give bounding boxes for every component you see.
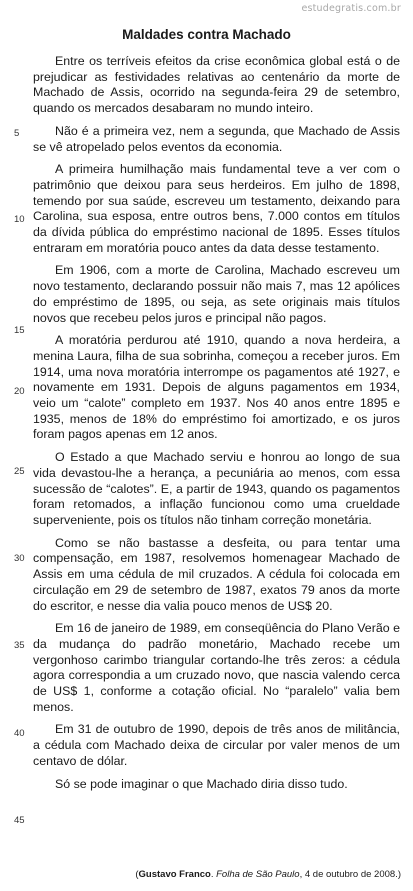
line-number: 30: [14, 553, 25, 564]
citation-sep: .: [210, 869, 217, 880]
source-citation: [135, 869, 401, 880]
line-number: 5: [14, 128, 20, 139]
paragraph-5: A moratória perdurou até 1910, quando a nova herdeira, a menina Laura, filha de sua sobrinha, começou a receber juros. Em 1914, uma nova moratória interrompe os pagamentos até 1927, e novamente em 1931. Depois de alguns pagamentos em 1934, veio um “calote” completo em 1937. Nos 40 anos entre 1895 e 1935, menos de 18% do empréstimo foi amortizado, e os juros foram pagos apenas em 12 anos.: [33, 333, 400, 442]
paragraph-4: Em 1906, com a morte de Carolina, Machado escreveu um novo testamento, declarando possuir não mais 7, mas 12 apólices do empréstimo de 1895, ou seja, as sete originais mais títulos novos que recebeu pelos juros e principal não pagos.: [33, 263, 400, 325]
paragraph-8: Em 16 de janeiro de 1989, em conseqüência do Plano Verão e da mudança do padrão monetário, Machado recebe um vergonhoso carimbo triangular cortando-lhe três zeros: a cédula agora correspondia a um cruzado novo, que nascia valendo cerca de US$ 1, conforme a cotação oficial. No “paralelo” valia bem menos.: [33, 621, 400, 714]
paragraph-7: Como se não bastasse a desfeita, ou para tentar uma compensação, em 1987, resolvemos homenagear Machado de Assis em uma cédula de mil cruzados. A cédula foi colocada em circulação em 29 de setembro de 1987, exatos 79 anos da morte do escritor, e nesse dia valia pouco menos de US$ 20.: [33, 535, 400, 613]
article-body: [33, 54, 400, 799]
article-title: Maldades contra Machado: [122, 27, 291, 42]
citation-open: (: [135, 869, 139, 880]
watermark: estudegratis.com.br: [301, 3, 401, 14]
paragraph-10: Só se pode imaginar o que Machado diria disso tudo.: [55, 776, 348, 791]
line-number: 40: [14, 728, 25, 739]
line-number: 25: [14, 466, 25, 477]
citation-rest: , 4 de outubro de 2008.): [299, 869, 401, 880]
paragraph-3: A primeira humilhação mais fundamental teve a ver com o patrimônio que deixou para seus herdeiros. Em julho de 1898, temendo por sua saúde, escreveu um testamento, deixando para Carolina, sua esposa, entre outros bens, 7.000 contos em títulos da dívida pública do empréstimo nacional de 1895. Esses títulos entraram em moratória pouco antes da data desse testamento.: [33, 162, 400, 255]
line-number: 35: [14, 640, 25, 651]
citation-author: Gustavo Franco: [138, 869, 211, 880]
paragraph-9: Em 31 de outubro de 1990, depois de três anos de militância, a cédula com Machado deixa de circular por valer menos de um centavo de dólar.: [33, 722, 400, 768]
paragraph-2: Não é a primeira vez, nem a segunda, que Machado de Assis se vê atropelado pelos eventos da economia.: [33, 123, 400, 154]
paragraph-6: O Estado a que Machado serviu e honrou ao longo de sua vida devastou-lhe a herança, a pecuniária ao menos, com essa sucessão de “calotes”. E, a partir de 1943, quando os pagamentos foram retomados, a inflação funcionou como uma crueldade superveniente, pois os títulos não tinham correção monetária.: [33, 450, 400, 527]
citation-newspaper: Folha de São Paulo: [216, 869, 300, 880]
line-number: 20: [14, 386, 25, 397]
paragraph-1: Entre os terríveis efeitos da crise econômica global está o de prejudicar as festividades relativas ao centenário da morte de Machado de Assis, ocorrido na segunda-feira 29 de setembro, quando os mercados desabaram no mundo inteiro.: [33, 54, 400, 116]
line-number: 10: [14, 214, 25, 225]
line-number: 45: [14, 815, 25, 826]
line-number: 15: [14, 325, 25, 336]
